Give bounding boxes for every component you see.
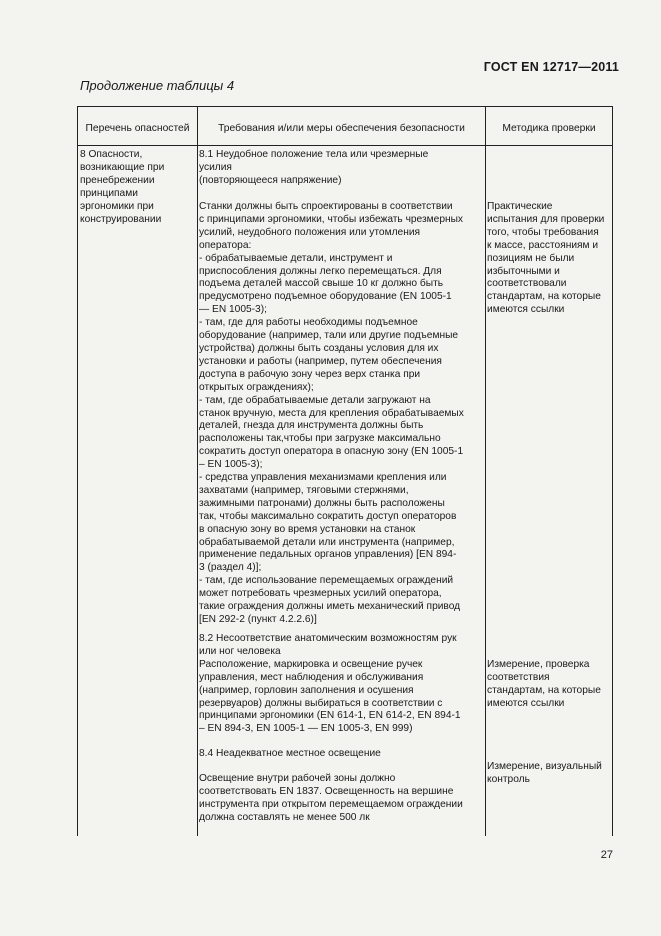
standard-code: ГОСТ EN 12717—2011 (483, 60, 619, 74)
requirement-8-4-text: Освещение внутри рабочей зоны должно соответствовать EN 1837. Освещенность на вершине инструмента при открытом перемещаемом ограждении должна составлять не менее 500 лк (199, 773, 463, 823)
column-header-requirements: Требования и/или меры обеспечения безопасности (218, 123, 465, 134)
table-top-border (77, 106, 612, 107)
table-continuation-title: Продолжение таблицы 4 (80, 78, 235, 93)
table-col-divider-2 (485, 106, 486, 836)
column-header-hazards: Перечень опасностей (85, 123, 190, 134)
method-8-4: Измерение, визуальный контроль (487, 761, 602, 785)
method-8-1: Практические испытания для проверки того, чтобы требования к массе, расстояниям и позициям не были избыточными и соответствовали стандартам, на которые имеются ссылки (487, 201, 605, 316)
table-left-border (77, 106, 78, 836)
method-8-2: Измерение, проверка соответствия стандартам, на которые имеются ссылки (487, 659, 601, 709)
table-header-bottom-border (77, 145, 612, 146)
table-col-divider-1 (197, 106, 198, 836)
table-right-border (612, 106, 613, 836)
page-number: 27 (600, 849, 613, 861)
requirement-8-1-text: Станки должны быть спроектированы в соответствии с принципами эргономики, чтобы избежать чрезмерных усилий, неудобного положения или утомления оператора: - обрабатываемые детали, инструмент и приспособления должны легко перемещаться. Для подъема деталей массой свыше 10 кг должно быть предусмотрено подъемное оборудование (EN 1005-1 — EN 1005-3); - там, где для работы необходимы подъемное оборудование (например, тали или другие подъемные устройства) должны быть созданы условия для их установки и работы (например, путем обеспечения доступа в рабочую зону через верх станка при открытых ограждениях); - там, где обрабатываемые детали загружают на станок вручную, места для крепления обрабатываемых деталей, гнезда для инструмента должны быть расположены так,чтобы при загрузке максимально сократить доступ оператора в опасную зону (EN 1005-1 – EN 1005-3); - средства управления механизмами крепления или захватами (например, тяговыми стержнями, зажимными патронами) должны быть расположены так, чтобы максимально сократить доступ операторов в опасную зону во время установки на станок обрабатываемой детали или инструмента (например, применение педальных органов управления) [EN 894- 3 (раздел 4)]; - там, где использование перемещаемых ограждений может потребовать чрезмерных усилий оператора, такие ограждения должны иметь механический привод [EN 292-2 (пункт 4.2.2.6)] (199, 201, 464, 625)
requirement-8-4-heading: 8.4 Неадекватное местное освещение (199, 748, 381, 759)
column-header-methods: Методика проверки (502, 123, 596, 134)
requirement-8-2-text: 8.2 Несоответствие анатомическим возможностям рук или ног человека Расположение, маркировка и освещение ручек управления, мест наблюдения и обслуживания (например, горловин заполнения и осушения резервуаров) должны выбираться в соответствии с принципами эргономики (EN 614-1, EN 614-2, EN 894-1 – EN 894-3, EN 1005-1 — EN 1005-3, EN 999) (199, 633, 461, 735)
hazard-cell: 8 Опасности, возникающие при пренебрежении принципами эргономики при конструировании (80, 149, 165, 225)
requirement-8-1-heading: 8.1 Неудобное положение тела или чрезмерные усилия (повторяющееся напряжение) (199, 149, 429, 186)
